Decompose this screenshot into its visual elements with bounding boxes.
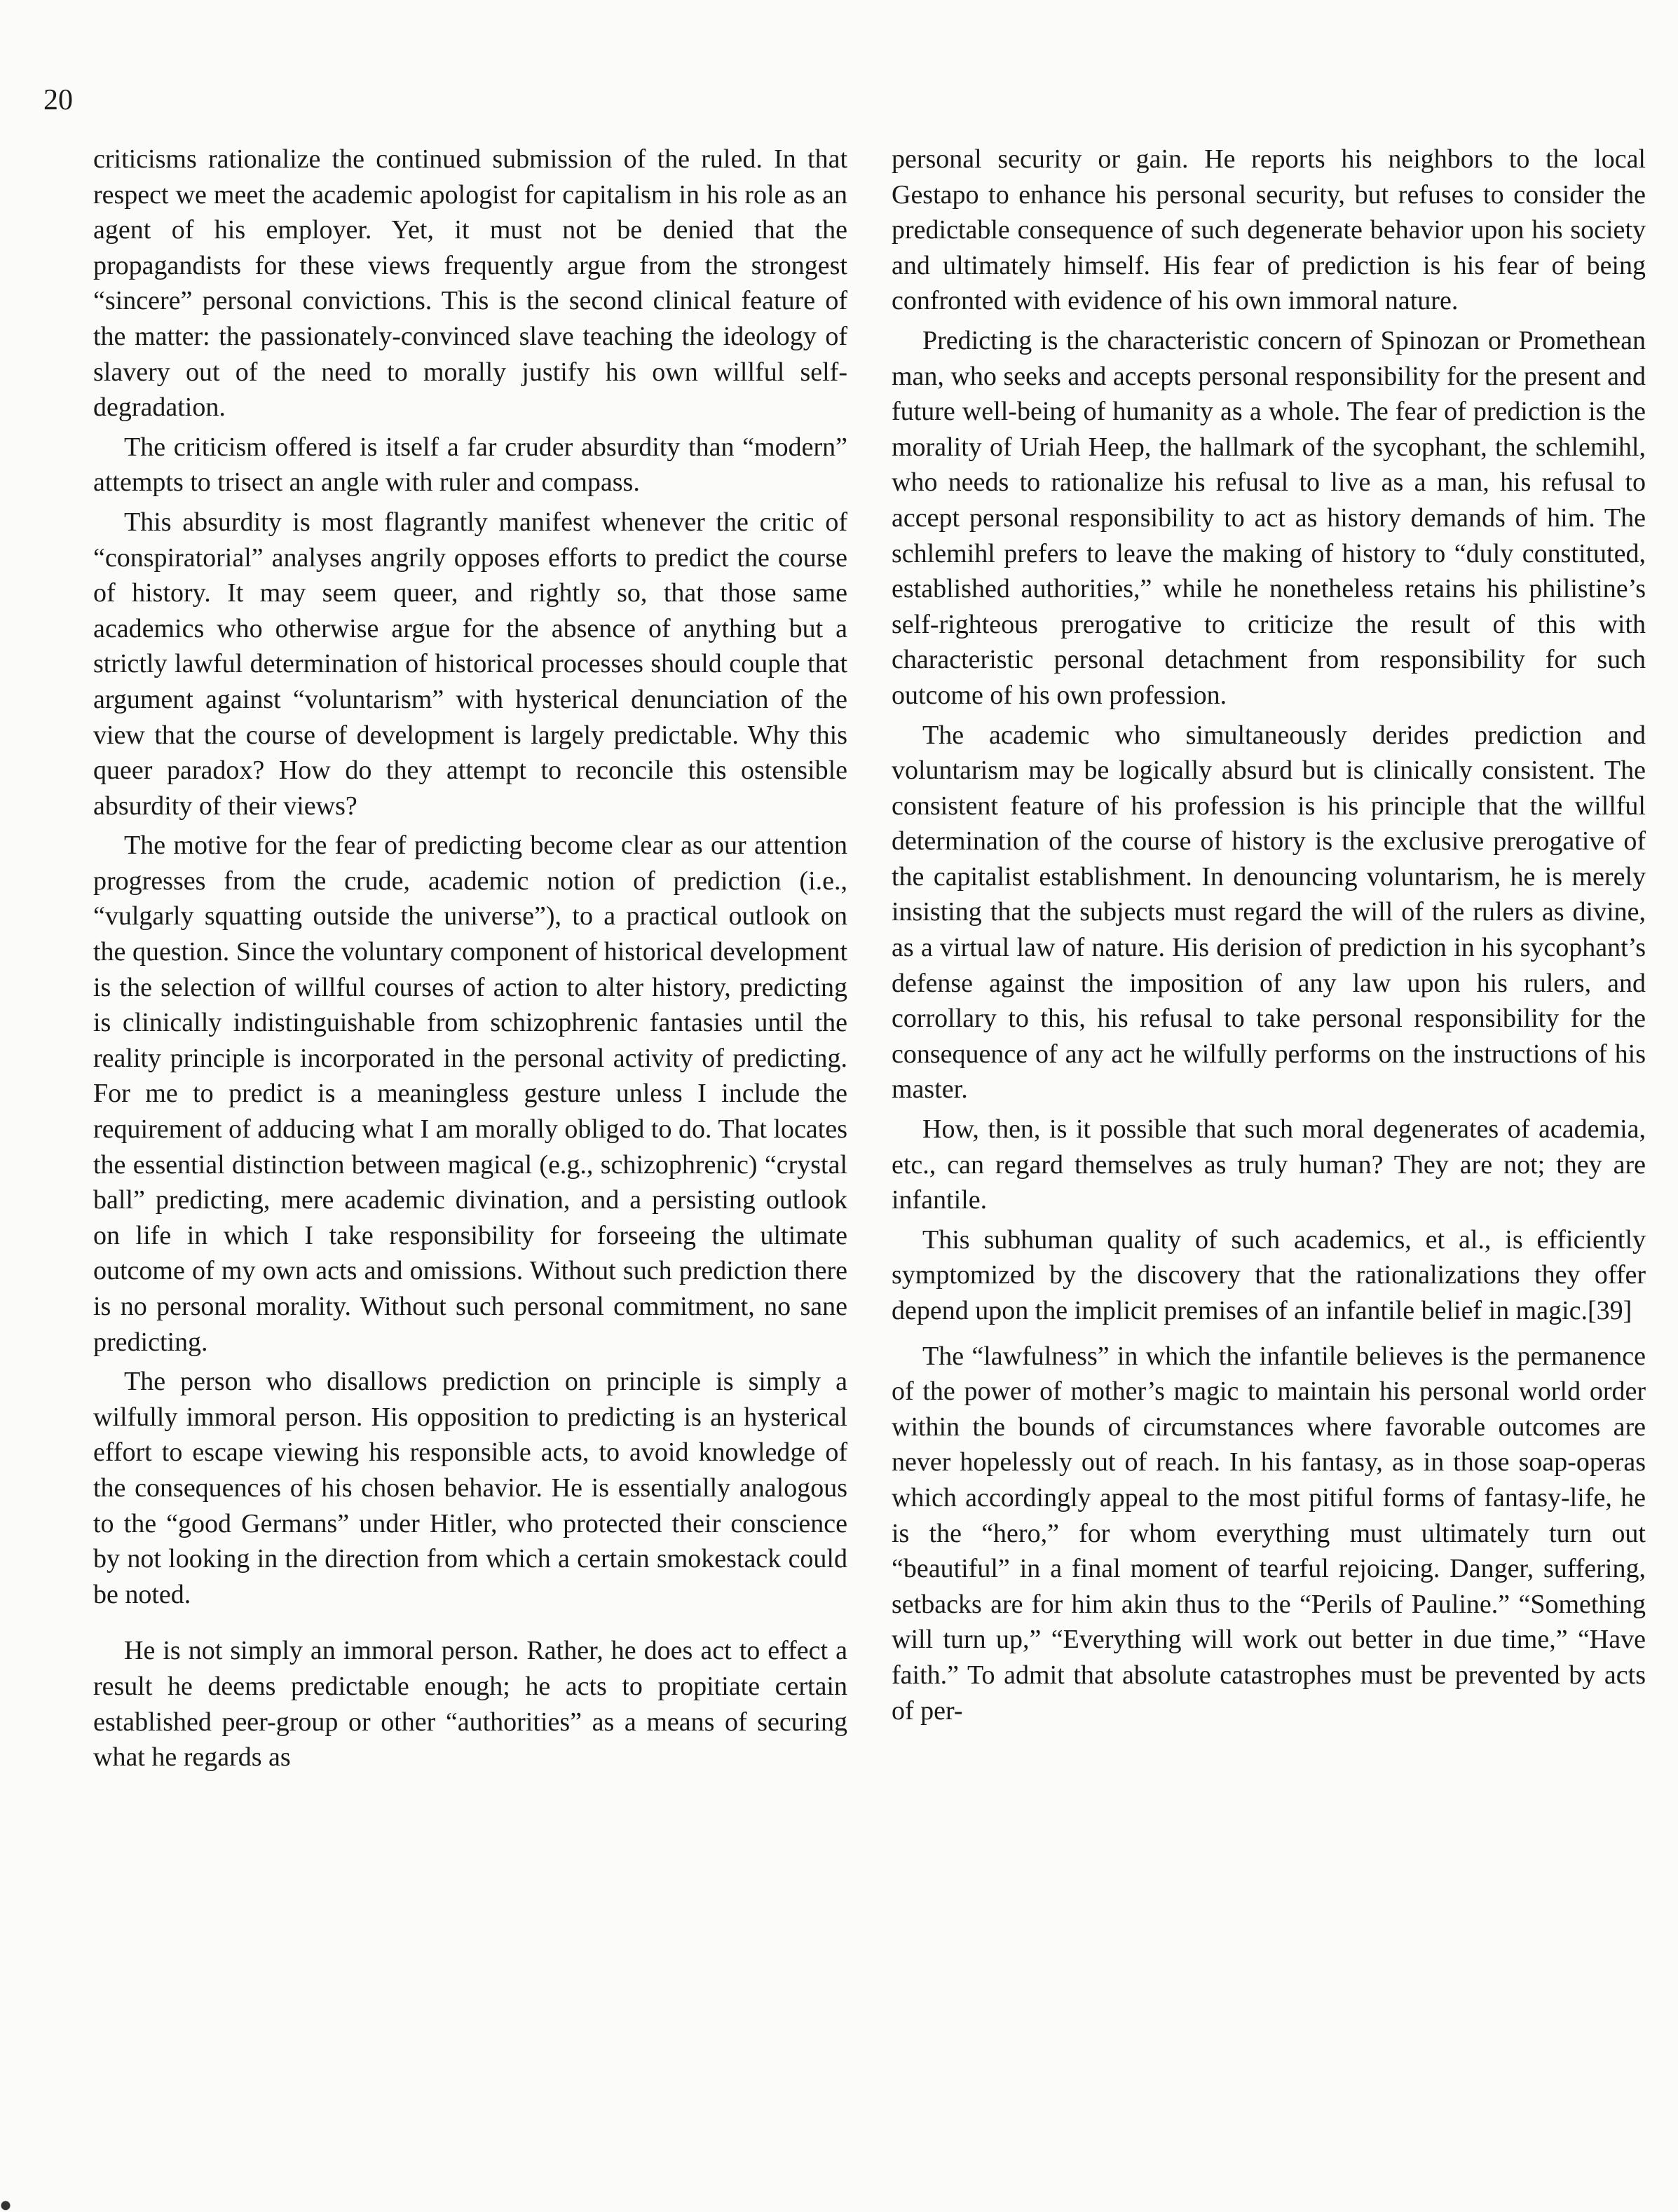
paragraph: The academic who simultaneously derides prediction and voluntarism may be logically absurd but is clinically consistent. The consistent feature of his profession is his principle that the willful determination of the course of history is the exclusive prerogative of the capitalist establishment. In denouncing voluntarism, he is merely insisting that the subjects must regard the will of the rulers as divine, as a virtual law of nature. His derision of prediction in his sycophant’s defense against the imposition of any law upon his rulers, and corrollary to this, his refusal to take personal responsibility for the consequence of any act he wilfully performs on the instructions of his master. [892, 720, 1646, 1105]
paragraph: criticisms rationalize the continued submission of the ruled. In that respect we meet the academic apologist for capitalism in his role as an agent of his employer. Yet, it must not be denied that the propagandists for these views frequently argue from the strongest “sincere” personal convictions. This is the second clinical feature of the matter: the passionately-convinced slave teaching the ideology of slavery out of the need to morally justify his own willful self-degradation. [93, 144, 847, 423]
paragraph: How, then, is it possible that such moral degenerates of academia, etc., can regard themselves as truly human? They are not; they are infantile. [892, 1114, 1646, 1215]
paragraph: The person who disallows prediction on principle is simply a wilfully immoral person. His opposition to predicting is an hysterical effort to escape viewing his responsible acts, to avoid knowledge of the consequences of his chosen behavior. He is essentially analogous to the “good Germans” under Hitler, who protected their conscience by not looking in the direction from which a certain smokestack could be noted. [93, 1367, 847, 1609]
paragraph: The “lawfulness” in which the infantile believes is the permanence of the power of mother’s magic to maintain his personal world order within the bounds of circumstances where favorable outcomes are never hopelessly out of reach. In his fantasy, as in those soap-operas which accordingly appeal to the most pitiful forms of fantasy-life, he is the “hero,” for whom everything must ultimately turn out “beautiful” in a final moment of tearful rejoicing. Danger, suffering, setbacks are for him akin thus to the “Perils of Pauline.” “Something will turn up,” “Everything will work out better in due time,” “Have faith.” To admit that absolute catastrophes must be prevented by acts of per- [892, 1341, 1646, 1726]
paragraph: The criticism offered is itself a far cruder absurdity than “modern” attempts to trisect an angle with ruler and compass. [93, 432, 847, 498]
page-number: 20 [43, 84, 73, 116]
paragraph: This absurdity is most flagrantly manifest whenever the critic of “conspiratorial” analyses angrily opposes efforts to predict the course of history. It may seem queer, and rightly so, that those same academics who otherwise argue for the absence of anything but a strictly lawful determination of historical processes should couple that argument against “voluntarism” with hysterical denunciation of the view that the course of development is largely predictable. Why this queer paradox? How do they attempt to reconcile this ostensible absurdity of their views? [93, 507, 847, 821]
paragraph: This subhuman quality of such academics, et al., is efficiently symptomized by the discovery that the rationalizations they offer depend upon the implicit premises of an infantile belief in magic.[39] [892, 1224, 1646, 1325]
paragraph: Predicting is the characteristic concern of Spinozan or Promethean man, who seeks and accepts personal responsibility for the present and future well-being of humanity as a whole. The fear of prediction is the morality of Uriah Heep, the hallmark of the sycophant, the schlemihl, who needs to rationalize his refusal to live as a man, his refusal to accept personal responsibility to act as history demands of him. The schlemihl prefers to leave the making of history to “duly constituted, established authorities,” while he nonetheless retains his philistine’s self-righteous prerogative to criticize the result of this with characteristic personal detachment from responsibility for such outcome of his own profession. [892, 325, 1646, 710]
left-column [93, 142, 847, 1780]
paragraph: The motive for the fear of predicting become clear as our attention progresses from the crude, academic notion of prediction (i.e., “vulgarly squatting outside the universe”), to a practical outlook on the question. Since the voluntary component of historical development is the selection of willful courses of action to alter history, predicting is clinically indistinguishable from schizophrenic fantasies until the reality principle is incorporated in the personal activity of predicting. For me to predict is a meaningless gesture unless I include the requirement of adducing what I am morally obliged to do. That locates the essential distinction between magical (e.g., schizophrenic) “crystal ball” predicting, mere academic divination, and a persisting outlook on life in which I take responsibility for forseeing the ultimate outcome of my own acts and omissions. Without such prediction there is no personal morality. Without such personal commitment, no sane predicting. [93, 831, 847, 1357]
scan-mark [0, 2180, 28, 2212]
right-column [892, 142, 1646, 1733]
paragraph: personal security or gain. He reports his neighbors to the local Gestapo to enhance his personal security, but refuses to consider the predictable consequence of such degenerate behavior upon his society and ultimately himself. His fear of prediction is his fear of being confronted with evidence of his own immoral nature. [892, 144, 1646, 316]
paragraph: He is not simply an immoral person. Rather, he does act to effect a result he deems predictable enough; he acts to propitiate certain established peer-group or other “authorities” as a means of securing what he regards as [93, 1636, 847, 1773]
